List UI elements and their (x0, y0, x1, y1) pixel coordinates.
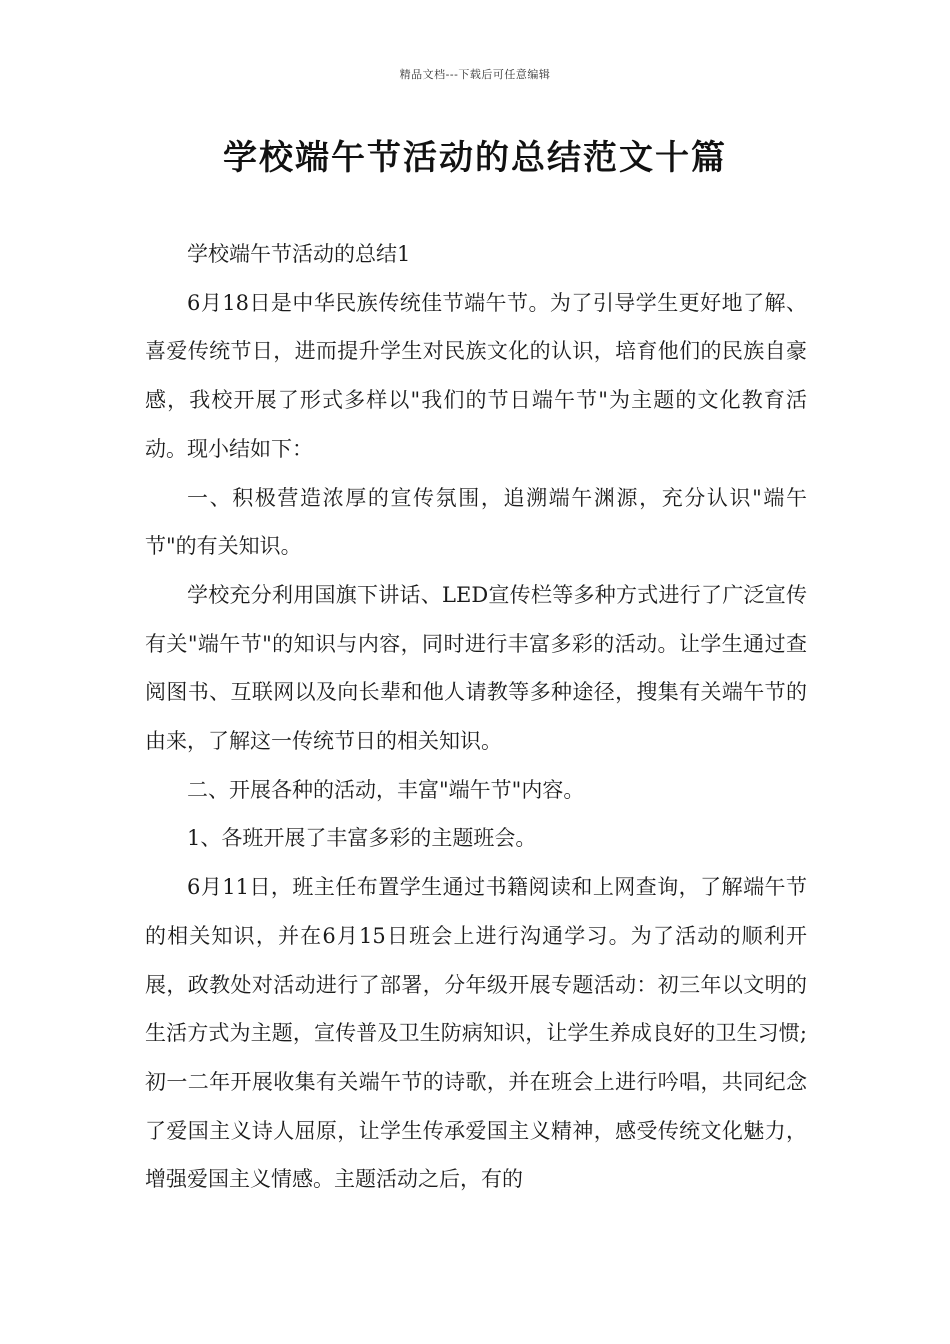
body-paragraph: 6月18日是中华民族传统佳节端午节。为了引导学生更好地了解、喜爱传统节日，进而提升学生对民族文化的认识，培育他们的民族自豪感，我校开展了形式多样以"我们的节日端午节"为主题的文化教育活动。现小结如下： (145, 290, 807, 461)
subsection-heading: 一、积极营造浓厚的宣传氛围，追溯端午渊源，充分认识"端午节"的有关知识。 (145, 485, 807, 559)
header-note: 精品文档---下载后可任意编辑 (399, 68, 551, 81)
document-body (145, 230, 807, 1204)
section-heading: 学校端午节活动的总结1 (187, 242, 411, 266)
subsection-heading: 二、开展各种的活动，丰富"端午节"内容。 (187, 777, 585, 802)
document-title: 学校端午节活动的总结范文十篇 (223, 138, 727, 178)
body-paragraph: 6月11日，班主任布置学生通过书籍阅读和上网查询，了解端午节的相关知识，并在6月15日班会上进行沟通学习。为了活动的顺利开展，政教处对活动进行了部署，分年级开展专题活动：初三年以文明的生活方式为主题，宣传普及卫生防病知识，让学生养成良好的卫生习惯;初一二年开展收集有关端午节的诗歌，并在班会上进行吟唱，共同纪念了爱国主义诗人屈原，让学生传承爱国主义精神，感受传统文化魅力，增强爱国主义情感。主题活动之后，有的 (145, 875, 807, 1192)
list-item: 1、各班开展了丰富多彩的主题班会。 (187, 826, 537, 851)
body-paragraph: 学校充分利用国旗下讲话、LED宣传栏等多种方式进行了广泛宣传有关"端午节"的知识与内容，同时进行丰富多彩的活动。让学生通过查阅图书、互联网以及向长辈和他人请教等多种途径，搜集有关端午节的由来，了解这一传统节日的相关知识。 (145, 582, 807, 754)
